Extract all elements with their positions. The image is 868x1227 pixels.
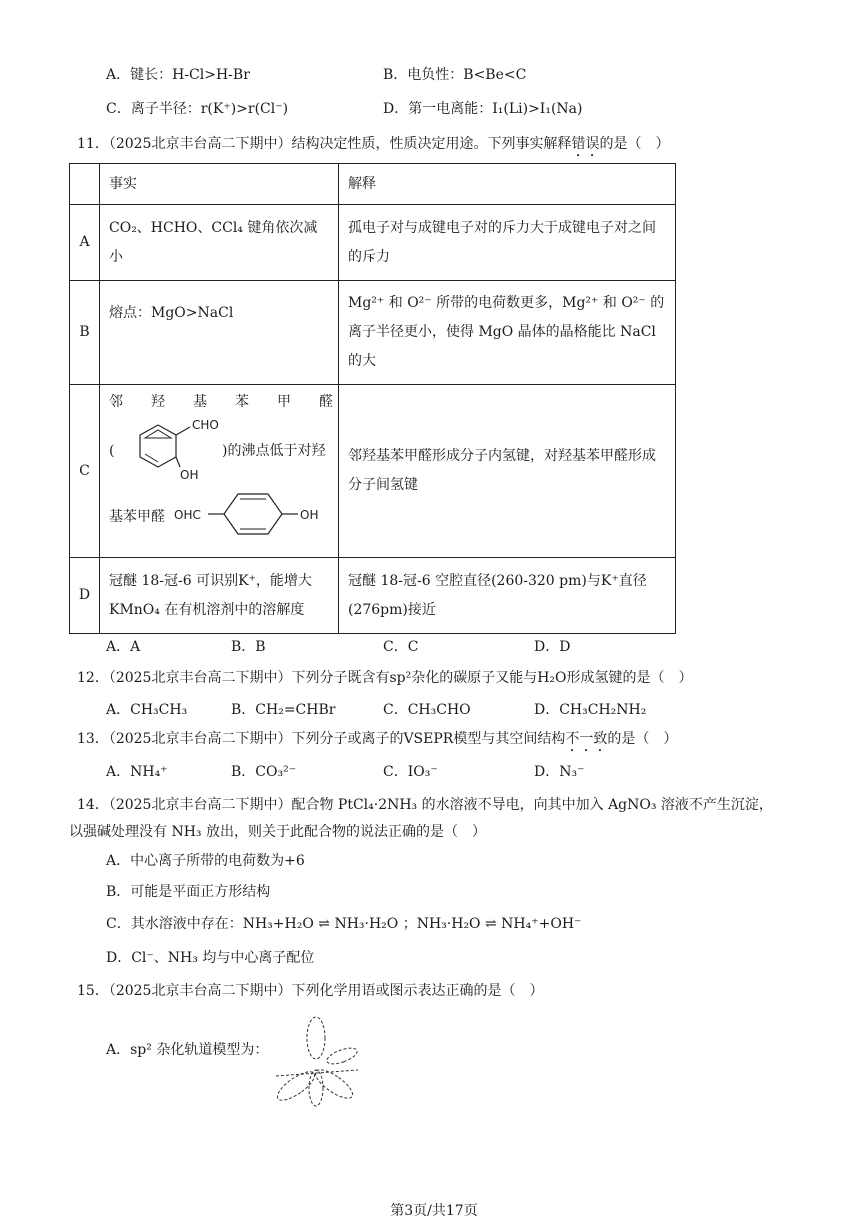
fact-c-line2: )的沸点低于对羟 <box>222 443 326 459</box>
q11-stem-before: 11．（2025北京丰台高二下期中）结构决定性质，性质决定用途。下列事实解释 <box>77 136 572 152</box>
q13-stem-after: 的是（ ） <box>607 731 678 747</box>
cho-label: CHO <box>192 418 219 432</box>
table-header-row <box>70 164 676 205</box>
q14-stem-line1: 14．（2025北京丰台高二下期中）配合物 PtCl₄·2NH₃ 的水溶液不导电，向其中加入 AgNO₃ 溶液不产生沉淀， <box>77 797 773 813</box>
row-label: B <box>70 281 100 385</box>
row-explanation: 邻羟基苯甲醛形成分子内氢键，对羟基苯甲醛形成分子间氢键 <box>339 385 676 558</box>
q10-option-a: A．键长：H-Cl>H-Br <box>106 67 250 83</box>
header-fact: 事实 <box>100 164 339 205</box>
row-label: A <box>70 205 100 281</box>
q11-stem-emphasis: 错误 <box>571 136 600 152</box>
q13-option-b: B．CO₃²⁻ <box>231 764 297 780</box>
q11-option-b: B．B <box>231 639 266 655</box>
q13-option-a: A．NH₄⁺ <box>106 764 168 780</box>
row-explanation: 孤电子对与成键电子对的斥力大于成键电子对之间的斥力 <box>339 205 676 281</box>
fact-c-open-paren: ( <box>109 443 115 459</box>
q14-option-d: D．Cl⁻、NH₃ 均与中心离子配位 <box>106 950 315 966</box>
q12-option-d: D．CH₃CH₂NH₂ <box>534 702 647 718</box>
q13-stem-before: 13．（2025北京丰台高二下期中）下列分子或离子的VSEPR模型与其空间结构 <box>77 731 566 747</box>
fact-c-line1: 邻 羟 基 苯 甲 醛 <box>109 394 333 410</box>
q11-table <box>69 163 676 634</box>
header-explanation: 解释 <box>339 164 676 205</box>
q13-stem-emphasis: 不一致 <box>565 731 608 747</box>
q11-option-a: A．A <box>106 639 141 655</box>
q14-stem-line2: 以强碱处理没有 NH₃ 放出，则关于此配合物的说法正确的是（ ） <box>69 824 486 840</box>
q13-stem <box>77 729 677 755</box>
q14-option-b: B．可能是平面正方形结构 <box>106 884 271 900</box>
fact-c-line3: 基苯甲醛 <box>109 509 165 525</box>
q14-option-a: A．中心离子所带的电荷数为+6 <box>106 853 305 869</box>
table-row <box>70 281 676 385</box>
page-footer: 第3页/共17页 <box>390 1203 478 1219</box>
oh-label-para: OH <box>300 508 319 522</box>
q10-option-d: D．第一电离能：I₁(Li)>I₁(Na) <box>383 101 583 117</box>
q13-option-c: C．IO₃⁻ <box>383 764 438 780</box>
row-fact: CO₂、HCHO、CCl₄ 键角依次减小 <box>100 205 339 281</box>
ortho-hydroxybenzaldehyde-structure <box>118 417 222 483</box>
q12-stem: 12．（2025北京丰台高二下期中）下列分子既含有sp²杂化的碳原子又能与H₂O形成氢键的是（ ） <box>77 670 693 686</box>
q15-option-a: A．sp² 杂化轨道模型为： <box>106 1042 269 1058</box>
q15-stem: 15．（2025北京丰台高二下期中）下列化学用语或图示表达正确的是（ ） <box>77 983 544 999</box>
sp2-orbital-diagram <box>272 1016 362 1116</box>
row-explanation: 冠醚 18-冠-6 空腔直径(260-320 pm)与K⁺直径(276pm)接近 <box>339 558 676 634</box>
row-fact <box>100 385 339 558</box>
q12-option-b: B．CH₂=CHBr <box>231 702 336 718</box>
row-fact: 熔点：MgO>NaCl <box>100 281 339 385</box>
q11-stem-after: 的是（ ） <box>599 136 670 152</box>
q11-option-d: D．D <box>534 639 571 655</box>
q12-option-a: A．CH₃CH₃ <box>106 702 188 718</box>
para-hydroxybenzaldehyde-structure <box>172 489 336 539</box>
row-explanation: Mg²⁺ 和 O²⁻ 所带的电荷数更多，Mg²⁺ 和 O²⁻ 的离子半径更小，使得 MgO 晶体的晶格能比 NaCl 的大 <box>339 281 676 385</box>
q12-option-c: C．CH₃CHO <box>383 702 471 718</box>
q11-option-c: C．C <box>383 639 419 655</box>
q14-option-c: C．其水溶液中存在：NH₃+H₂O ⇌ NH₃·H₂O ；NH₃·H₂O ⇌ NH₄⁺+OH⁻ <box>106 916 582 932</box>
q13-option-d: D．N₃⁻ <box>534 764 585 780</box>
ohc-label: OHC <box>174 508 201 522</box>
q10-option-c: C．离子半径：r(K⁺)>r(Cl⁻) <box>106 101 289 117</box>
q10-option-b: B．电负性：B<Be<C <box>383 67 527 83</box>
row-label: C <box>70 385 100 558</box>
table-row <box>70 385 676 558</box>
q11-stem <box>77 134 669 160</box>
table-row <box>70 205 676 281</box>
header-blank <box>70 164 100 205</box>
row-label: D <box>70 558 100 634</box>
table-row <box>70 558 676 634</box>
oh-label: OH <box>180 468 199 482</box>
row-fact: 冠醚 18-冠-6 可识别K⁺，能增大 KMnO₄ 在有机溶剂中的溶解度 <box>100 558 339 634</box>
